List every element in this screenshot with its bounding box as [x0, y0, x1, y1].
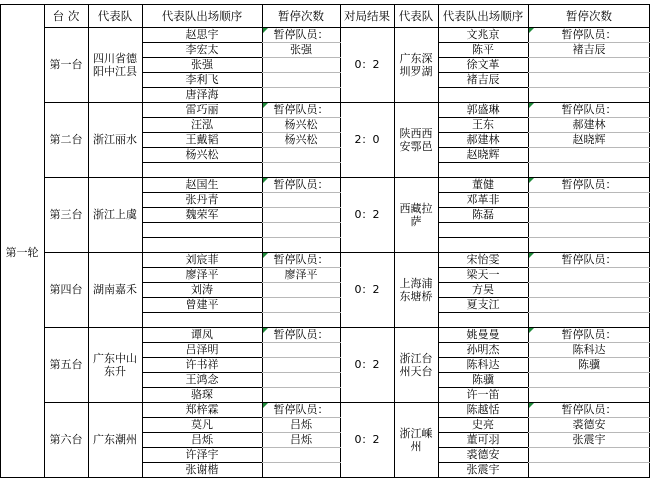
- sub-player-right: 裘德安: [572, 418, 606, 431]
- player-right: 董可羽: [466, 433, 500, 446]
- grid-line: [528, 72, 650, 73]
- team-name-right: 浙江台州天台: [399, 351, 433, 378]
- player-right: 宋怡雯: [466, 253, 500, 266]
- grid-line: [142, 237, 263, 238]
- player-left: 赵国生: [185, 178, 219, 191]
- sub-player-left: 吕烁: [290, 418, 312, 431]
- player-right: 邓革非: [466, 193, 500, 206]
- team-name-left: 浙江丽水: [93, 133, 137, 146]
- cell-marker: [263, 28, 268, 33]
- player-left: 廖泽平: [185, 268, 219, 281]
- table-label: 第一台: [49, 58, 83, 71]
- team-name-right: 陕西西安鄠邑: [399, 126, 433, 153]
- player-right: 姚曼曼: [466, 328, 500, 341]
- sub-player-right: 张震宇: [572, 433, 606, 446]
- team-name-left: 四川省德阳中江县: [93, 51, 137, 78]
- sub-player-right: 陈骥: [578, 358, 600, 371]
- grid-line: [528, 87, 650, 88]
- player-left: 张丹青: [185, 193, 219, 206]
- grid-line: [528, 462, 650, 463]
- cell-marker: [263, 328, 268, 333]
- cell-marker: [529, 103, 534, 108]
- grid-line: [528, 387, 650, 388]
- grid-line: [438, 87, 529, 88]
- grid-line: [528, 297, 650, 298]
- sub-player-left: 吕烁: [290, 433, 312, 446]
- player-right: 方昊: [472, 283, 494, 296]
- player-left: 刘涛: [191, 283, 213, 296]
- grid-line: [262, 387, 341, 388]
- player-left: 雷巧丽: [185, 103, 219, 116]
- team-name-left: 浙江上虞: [93, 208, 137, 221]
- grid-line: [142, 162, 263, 163]
- player-left: 吕烁: [191, 433, 213, 446]
- grid-line: [528, 147, 650, 148]
- sub-label-left: 暂停队员：: [273, 28, 329, 41]
- match-result: 0：2: [354, 283, 380, 296]
- player-right: 王东: [472, 118, 494, 131]
- grid-line: [262, 462, 341, 463]
- grid-line: [0, 4, 650, 5]
- player-left: 李宏太: [185, 43, 219, 56]
- sub-label-left: 暂停队员：: [273, 253, 329, 266]
- player-left: 许泽宇: [185, 448, 219, 461]
- cell-marker: [529, 28, 534, 33]
- team-name-right: 广东深圳罗湖: [399, 51, 433, 78]
- player-right: 陈越恬: [466, 403, 500, 416]
- sub-label-right: 暂停队员：: [561, 328, 617, 341]
- table-label: 第六台: [49, 433, 83, 446]
- grid-line: [262, 192, 341, 193]
- cell-marker: [529, 328, 534, 333]
- sub-label-left: 暂停队员：: [273, 178, 329, 191]
- grid-line: [262, 57, 341, 58]
- player-left: 赵思宇: [185, 28, 219, 41]
- grid-line: [262, 357, 341, 358]
- sub-player-left: 张强: [290, 43, 312, 56]
- player-left: 魏荣军: [185, 208, 219, 221]
- sub-label-right: 暂停队员：: [561, 178, 617, 191]
- player-left: 吕泽明: [185, 343, 219, 356]
- player-right: 陈骥: [472, 373, 494, 386]
- grid-line: [142, 222, 263, 223]
- player-left: 张谢楷: [185, 463, 219, 476]
- player-right: 陈科达: [466, 358, 500, 371]
- player-right: 徐文革: [466, 58, 500, 71]
- sub-label-right: 暂停队员：: [561, 103, 617, 116]
- match-result: 0：2: [354, 358, 380, 371]
- grid-line: [528, 372, 650, 373]
- player-left: 杨兴松: [185, 148, 219, 161]
- grid-line: [0, 4, 1, 478]
- player-right: 赵晓辉: [466, 148, 500, 161]
- player-right: 董健: [472, 178, 494, 191]
- cell-marker: [529, 253, 534, 258]
- grid-line: [528, 447, 650, 448]
- table-label: 第二台: [49, 133, 83, 146]
- cell-marker: [529, 403, 534, 408]
- grid-line: [438, 312, 529, 313]
- player-right: 郭盛琳: [466, 103, 500, 116]
- player-left: 王戴韬: [185, 133, 219, 146]
- table-label: 第三台: [49, 208, 83, 221]
- sub-player-left: 杨兴松: [284, 133, 318, 146]
- header-result: 对局结果: [344, 8, 390, 23]
- sub-label-right: 暂停队员：: [561, 28, 617, 41]
- player-left: 莫凡: [191, 418, 213, 431]
- player-right: 张震宇: [466, 463, 500, 476]
- table-label: 第五台: [49, 358, 83, 371]
- player-left: 张强: [191, 58, 213, 71]
- player-left: 李利飞: [185, 73, 219, 86]
- cell-marker: [263, 178, 268, 183]
- team-name-right: 西藏拉萨: [399, 201, 433, 228]
- player-left: 唐泽海: [185, 88, 219, 101]
- player-left: 谭凤: [191, 328, 213, 341]
- team-name-left: 广东中山东升: [93, 351, 137, 378]
- player-right: 陈平: [472, 43, 494, 56]
- grid-line: [262, 372, 341, 373]
- player-left: 骆琛: [191, 388, 213, 401]
- player-right: 梁天一: [466, 268, 500, 281]
- player-right: 文兆京: [466, 28, 500, 41]
- sub-label-left: 暂停队员：: [273, 403, 329, 416]
- team-name-left: 广东潮州: [93, 433, 137, 446]
- grid-line: [528, 222, 650, 223]
- grid-line: [528, 162, 650, 163]
- player-right: 孙明杰: [466, 343, 500, 356]
- grid-line: [262, 342, 341, 343]
- team-name-right: 上海浦东塘桥: [399, 276, 433, 303]
- grid-line: [528, 282, 650, 283]
- grid-line: [262, 312, 341, 313]
- sub-player-left: 杨兴松: [284, 118, 318, 131]
- grid-line: [262, 72, 341, 73]
- sub-player-right: 郝建林: [572, 118, 606, 131]
- grid-line: [528, 57, 650, 58]
- grid-line: [262, 447, 341, 448]
- grid-line: [262, 162, 341, 163]
- grid-line: [262, 282, 341, 283]
- player-right: 郝建林: [466, 133, 500, 146]
- cell-marker: [263, 253, 268, 258]
- player-left: 许书祥: [185, 358, 219, 371]
- sub-label-right: 暂停队员：: [561, 403, 617, 416]
- grid-line: [438, 222, 529, 223]
- grid-line: [262, 147, 341, 148]
- header-team: 代表队: [97, 8, 133, 23]
- sub-player-right: 陈科达: [572, 343, 606, 356]
- header-team-2: 代表队: [398, 8, 434, 23]
- header-order: 代表队出场顺序: [161, 8, 243, 23]
- team-name-left: 湖南嘉禾: [93, 283, 137, 296]
- grid-line: [262, 237, 341, 238]
- match-result: 2：0: [354, 133, 380, 146]
- match-result: 0：2: [354, 208, 380, 221]
- player-left: 曾建平: [185, 298, 219, 311]
- grid-line: [262, 297, 341, 298]
- grid-line: [262, 207, 341, 208]
- player-right: 褚吉辰: [466, 73, 500, 86]
- sub-label-left: 暂停队员：: [273, 328, 329, 341]
- header-subs-2: 暂停次数: [566, 8, 612, 23]
- sub-label-left: 暂停队员：: [273, 103, 329, 116]
- cell-marker: [263, 403, 268, 408]
- match-result: 0：2: [354, 58, 380, 71]
- grid-line: [438, 162, 529, 163]
- grid-line: [438, 237, 529, 238]
- player-left: 王鸿念: [185, 373, 219, 386]
- player-right: 许一笛: [466, 388, 500, 401]
- grid-line: [528, 267, 650, 268]
- player-right: 史亮: [472, 418, 494, 431]
- grid-line: [528, 237, 650, 238]
- player-right: 裘德安: [466, 448, 500, 461]
- player-right: 夏支江: [466, 298, 500, 311]
- player-right: 陈磊: [472, 208, 494, 221]
- team-name-right: 浙江嵊州: [399, 426, 433, 453]
- cell-marker: [529, 178, 534, 183]
- sub-player-left: 廖泽平: [284, 268, 318, 281]
- sub-player-right: 褚吉辰: [572, 43, 606, 56]
- cell-marker: [263, 103, 268, 108]
- header-subs: 暂停次数: [278, 8, 324, 23]
- grid-line: [262, 222, 341, 223]
- grid-line: [528, 312, 650, 313]
- sub-player-right: 赵晓辉: [572, 133, 606, 146]
- sub-label-right: 暂停队员：: [561, 253, 617, 266]
- player-left: 刘宸菲: [185, 253, 219, 266]
- header-round: 台 次: [52, 8, 80, 23]
- grid-line: [528, 192, 650, 193]
- table-label: 第四台: [49, 283, 83, 296]
- grid-line: [44, 477, 650, 478]
- round-label: 第一轮: [5, 245, 39, 259]
- grid-line: [528, 207, 650, 208]
- grid-line: [142, 312, 263, 313]
- grid-line: [262, 87, 341, 88]
- header-order-2: 代表队出场顺序: [442, 8, 524, 23]
- match-result: 0：2: [354, 433, 380, 446]
- player-left: 汪泓: [191, 118, 213, 131]
- player-left: 郑梓霖: [185, 403, 219, 416]
